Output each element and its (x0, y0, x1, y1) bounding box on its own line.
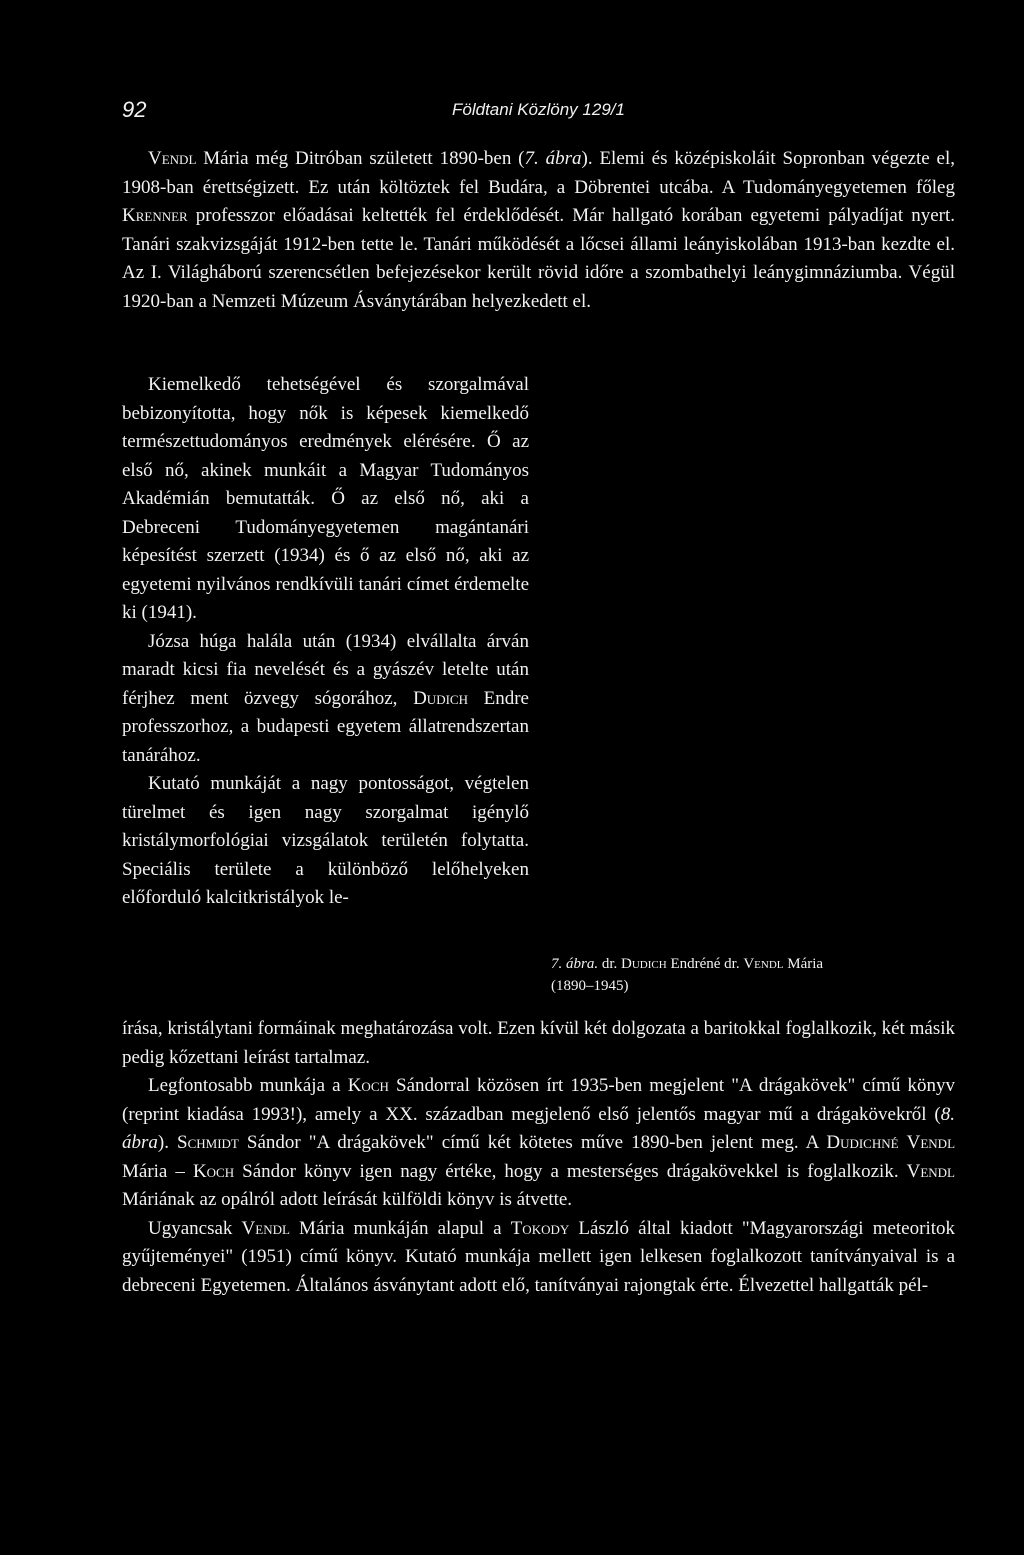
portrait-photo (549, 372, 955, 942)
figure-reference: 7. ábra (524, 148, 582, 169)
body-text-column (122, 371, 529, 913)
person-name: Krenner (122, 205, 188, 226)
paragraph-6: Ugyancsak Vendl Mária munkáján alapul a Tokody László által kiadott "Magyarországi meteoritok gyűjteményei" (1951) című könyv. Kutató munkája mellett igen lelkesen foglalkozott tanítványaival is a debreceni Egyetemen. Általános ásványtant adott elő, tanítványai rajongtak érte. Élvezettel hallgatták pél- (122, 1217, 955, 1296)
paragraph-2: Kiemelkedő tehetségével és szorgalmával bebizonyította, hogy nők is képesek kiemelkedő természettudományos eredmények elérésére. Ő az első nő, akinek munkáit a Magyar Tudományos Akadémián bemutatták. Ő az első nő, aki a Debreceni Tudományegyetemen magántanári képesítést szerzett (1934) és ő az első nő, aki az egyetemi nyilvános rendkívüli tanári címet érdemelte ki (1941). (122, 374, 529, 623)
paragraph-1: Vendl Mária még Ditróban született 1890-ben (7. ábra). Elemi és középiskoláit Sopronban végezte el, 1908-ban érettségizett. Ez után költöztek fel Budára, a Döbrentei utcába. A Tudományegyetemen főleg Krenner professzor előadásai keltették fel érdeklődését. Már hallgató korában egyetemi pályadíjat nyert. Tanári szakvizsgáját 1912-ben tette le. Tanári működését a lőcsei állami leányiskolában 1913-ban kezdte el. Az I. Világháború szerencsétlen befejezésekor került rövid időre a szombathelyi leánygimnáziumba. Végül 1920-ban a Nemzeti Múzeum Ásványtárában helyezkedett el. (122, 148, 956, 312)
body-text-top (122, 145, 955, 316)
page-number: 92 (122, 97, 147, 122)
figure-caption (551, 953, 961, 997)
journal-running-head: Földtani Közlöny 129/1 (452, 100, 625, 119)
caption-years: (1890–1945) (551, 978, 629, 994)
paragraph-3: Józsa húga halála után (1934) elvállalta árván maradt kicsi fia nevelését és a gyászév letelte után férjhez ment özvegy sógorához, Dudich Endre professzorhoz, a budapesti egyetem állatrendszertan tanárához. (122, 630, 529, 766)
body-text-bottom (122, 1015, 955, 1300)
figure-label: 7. ábra. (551, 956, 599, 972)
paragraph-4-end: írása, kristálytani formáinak meghatározása volt. Ezen kívül két dolgozata a baritokkal foglalkozik, két másik pedig kőzettani leírást tartalmaz. (122, 1018, 955, 1068)
caption-line: 7. ábra. dr. Dudich Endréné dr. Vendl Mária (551, 956, 824, 972)
author-name: Vendl (148, 148, 197, 169)
paragraph-5: Legfontosabb munkája a Koch Sándorral közösen írt 1935-ben megjelent "A drágakövek" című könyv (reprint kiadása 1993!), amely a XX. században megjelenő első jelentős magyar mű a drágakövekről (8. ábra). Schmidt Sándor "A drágakövek" című két kötetes műve 1890-ben jelent meg. A Dudichné Vendl Mária – Koch Sándor könyv igen nagy értéke, hogy a mesterséges drágakövekkel is foglalkozik. Vendl Máriának az opálról adott leírását külföldi könyv is átvette. (122, 1075, 956, 1210)
paragraph-4: Kutató munkáját a nagy pontosságot, végtelen türelmet és igen nagy szorgalmat igénylő kristálymorfológiai vizsgálatok területén folytatta. Speciális területe a különböző lelőhelyeken előforduló kalcitkristályok le- (122, 773, 529, 908)
figure-reference: 8. ábra (122, 1103, 955, 1153)
person-name: Dudich (413, 687, 468, 709)
